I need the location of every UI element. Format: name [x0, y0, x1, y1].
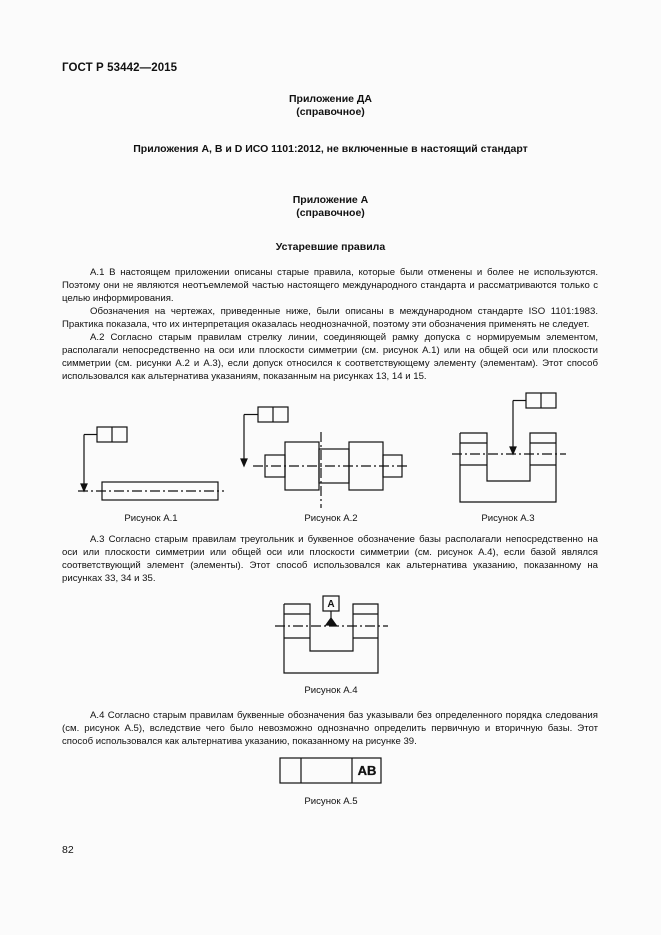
paragraph-a4: А.4 Согласно старым правилам буквенные обозначения баз указывали без определенного порядка следования (см. рисунок А.5), вследствие чего было невозможно однозначно определить первичную и вторичную базы. Этот способ использовался как альтернатива указанию, показанному на рисунке 39.: [62, 710, 598, 747]
paragraph-a1b: Обозначения на чертежах, приведенные ниже, были описаны в международном стандарте ISO 1101:1983. Практика показала, что их интерпретация оказалась неоднозначной, поэтому эти обозначения применять не следует.: [62, 306, 598, 330]
figure-a3-caption: Рисунок А.3: [481, 513, 535, 524]
figure-a2-caption: Рисунок А.2: [304, 513, 358, 524]
main-title: Приложения A, B и D ИСО 1101:2012, не включенные в настоящий стандарт: [133, 143, 528, 155]
figure-a1-drawing: [78, 427, 224, 500]
datum-label-a: A: [327, 599, 335, 610]
appendix-da-title: Приложение ДА: [289, 93, 372, 105]
page-number: 82: [62, 844, 74, 856]
paragraph-block-3: [62, 709, 598, 748]
paragraph-block-2: [62, 533, 598, 585]
arrow-icon: [81, 484, 87, 491]
figure-a4-caption: Рисунок А.4: [304, 685, 358, 696]
datum-label-ab: AB: [357, 763, 377, 778]
appendix-da-subtitle: (справочное): [296, 106, 365, 118]
section-title: Устаревшие правила: [275, 241, 386, 253]
figure-a2-drawing: [241, 407, 408, 508]
appendix-a-subtitle: (справочное): [296, 207, 365, 219]
arrow-icon: [510, 447, 516, 454]
appendix-a-title: Приложение А: [292, 194, 369, 206]
paragraph-a2: А.2 Согласно старым правилам стрелку линии, соединяющей рамку допуска с нормируемым элементом, располагали непосредственно на оси или плоскости симметрии (см. рисунок А.1) или на общей оси или плоскости симметрии (см. рисунки А.2 и А.3), если допуск относился к соответствующему элементу (элементам). Этот способ использовался как альтернатива указаниям, показанным на рисунках 13, 14 и 15.: [62, 332, 598, 382]
standard-header: ГОСТ Р 53442—2015: [62, 62, 178, 74]
figure-a5-caption: Рисунок А.5: [304, 796, 358, 807]
datum-triangle-icon: [326, 618, 336, 625]
figure-a3-drawing: [452, 393, 566, 502]
paragraph-a1: А.1 В настоящем приложении описаны старые правила, которые были отменены и более не используются. Поэтому они не являются неотъемлемой частью настоящего международного стандарта и рассматриваются только с целью информирования.: [62, 267, 598, 304]
arrow-icon: [241, 459, 247, 466]
paragraph-a3: А.3 Согласно старым правилам треугольник и буквенное обозначение базы располагали непосредственно на оси или плоскости симметрии или общей оси или плоскости симметрии (см. рисунок А.4), если базой являлся соответствующий элемент (элементы). Этот способ использовался как альтернатива указанию, показанному на рисунках 33, 34 и 35.: [62, 534, 598, 584]
figure-a1-caption: Рисунок А.1: [124, 513, 178, 524]
